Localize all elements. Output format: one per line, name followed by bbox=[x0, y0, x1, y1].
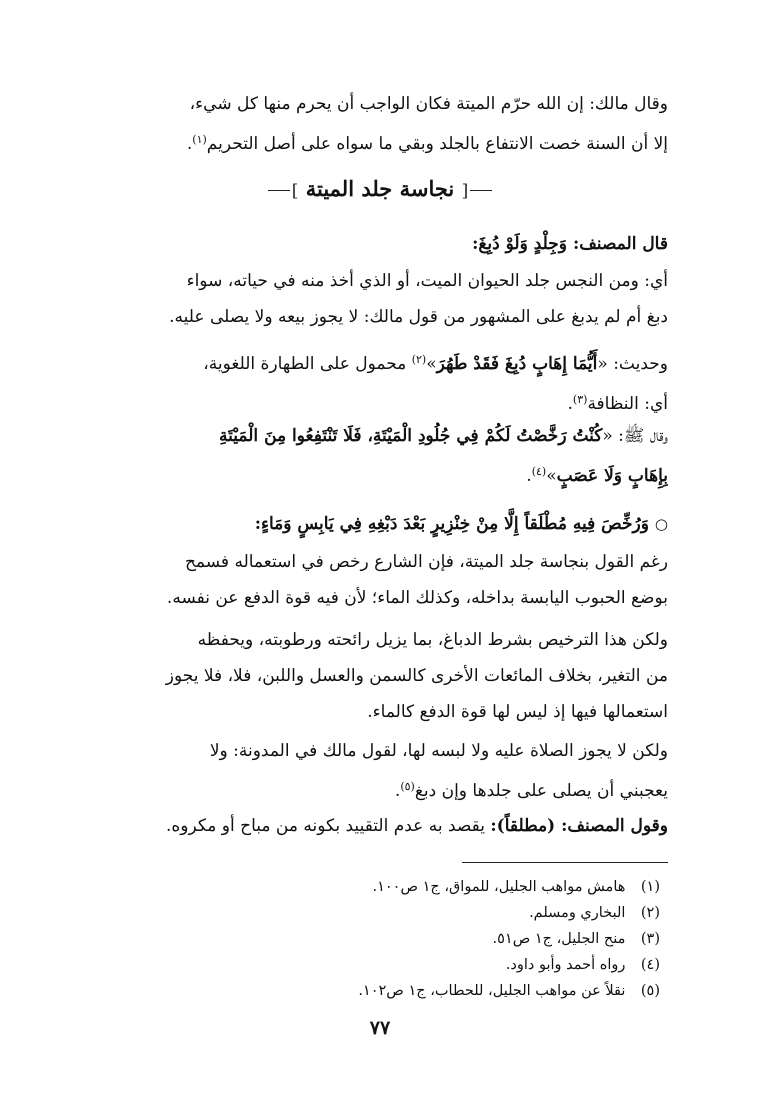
text-line: بوضع الحبوب اليابسة بداخله، وكذلك الماء؛ لأن فيه قوة الدفع عن نفسه. bbox=[166, 588, 668, 608]
text-line: وقال مالك: إن الله حرّم الميتة فكان الواجب أن يحرم منها كل شيء، bbox=[189, 94, 668, 114]
text-line: إلا أن السنة خصت الانتفاع بالجلد وبقي ما سواه على أصل التحريم$^{(١)}$. bbox=[186, 133, 668, 154]
ornament-line bbox=[268, 190, 290, 191]
hadith-quote: أَيُّمَا إِهَابٍ دُبِغَ فَقَدْ طَهُرَ bbox=[436, 354, 598, 374]
author-label: وقول المصنف: (مطلقاً): bbox=[490, 816, 668, 836]
footnote-divider bbox=[462, 862, 668, 863]
footnote-ref[interactable]: (٥) bbox=[400, 780, 415, 793]
text-line: ولكن لا يجوز الصلاة عليه ولا لبسه لها، لقول مالك في المدونة: ولا bbox=[209, 741, 668, 761]
text-line: وقول المصنف: (مطلقاً): يقصد به عدم التقييد بكونه من مباح أو مكروه. bbox=[165, 816, 668, 836]
text-line bbox=[92, 506, 668, 542]
author-quote: وَرُخِّصَ فِيهِ مُطْلَقاً إِلَّا مِنْ خِنْزِيرٍ بَعْدَ دَبْغِهِ فِي يَابِسٍ وَمَاءٍ: bbox=[254, 514, 649, 534]
circle-bullet-icon: ○ bbox=[654, 515, 668, 533]
text-line: رغم القول بنجاسة جلد الميتة، فإن الشارع رخص في استعماله فسمح bbox=[184, 552, 668, 572]
author-label: قال المصنف: bbox=[572, 234, 668, 254]
paragraph-permission bbox=[92, 544, 668, 616]
text-line bbox=[92, 226, 668, 262]
ornament-bracket-left: ] bbox=[291, 181, 299, 201]
text-line: استعمالها فيها إذ ليس لها قوة الدفع كالماء. bbox=[367, 702, 668, 722]
paragraph-hadith-1 bbox=[92, 342, 668, 422]
footnote-item: (٤) رواه أحمد وأبو داود. bbox=[505, 957, 660, 973]
author-text-1 bbox=[92, 226, 668, 262]
ornament-line bbox=[470, 190, 492, 191]
author-text-2 bbox=[92, 506, 668, 542]
heading-title: نجاسة جلد الميتة bbox=[305, 176, 455, 201]
footnote-ref[interactable]: (١) bbox=[192, 133, 207, 146]
paragraph-prayer bbox=[92, 733, 668, 809]
text-line: يعجبني أن يصلى على جلدها وإن دبغ$^{(٥)}$. bbox=[394, 780, 668, 801]
paragraph-explanation bbox=[92, 263, 668, 335]
text-line: بِإِهَابٍ وَلَا عَصَبٍ»$^{(٤)}$. bbox=[526, 465, 668, 486]
footnote-item: (٣) منح الجليل، ج١ ص٥١. bbox=[492, 931, 660, 947]
text-line: أي: النظافة$^{(٣)}$. bbox=[567, 393, 668, 414]
author-quote: وَجِلْدٍ وَلَوْ دُبِغَ: bbox=[472, 234, 568, 254]
paragraph-mutlaqan bbox=[92, 808, 668, 844]
footnote-ref[interactable]: (٣) bbox=[572, 393, 588, 406]
hadith-quote: كُنْتُ رَخَّصْتُ لَكُمْ فِي جُلُودِ الْمَيْتَةِ، فَلَا تَنْتَفِعُوا مِنَ الْمَيْتَةِ bbox=[219, 426, 603, 446]
section-heading bbox=[0, 176, 760, 201]
text-line: وقال ﷺ: «كُنْتُ رَخَّصْتُ لَكُمْ فِي جُلُودِ الْمَيْتَةِ، فَلَا تَنْتَفِعُوا مِنَ الْمَيْتَةِ bbox=[219, 426, 668, 446]
page-number: ٧٧ bbox=[369, 1017, 391, 1039]
hadith-quote: بِإِهَابٍ وَلَا عَصَبٍ bbox=[556, 466, 668, 486]
text-line: أي: ومن النجس جلد الحيوان الميت، أو الذي أخذ منه في حياته، سواء bbox=[186, 271, 668, 291]
footnote-item: (١) هامش مواهب الجليل، للمواق، ج١ ص١٠٠. bbox=[372, 879, 660, 895]
footnote-item: (٥) نقلاً عن مواهب الجليل، للحطاب، ج١ ص١٠٢. bbox=[358, 983, 660, 999]
ornament-bracket-right: [ bbox=[461, 181, 469, 201]
text-line: من التغير، بخلاف المائعات الأخرى كالسمن والعسل واللبن، فلا، فلا يجوز bbox=[165, 666, 668, 686]
text-line: وحديث: «أَيُّمَا إِهَابٍ دُبِغَ فَقَدْ طَهُرَ»$^{(٢)}$ محمول على الطهارة اللغوية، bbox=[203, 353, 668, 374]
paragraph-malik-quote bbox=[92, 86, 668, 162]
paragraph-condition bbox=[92, 622, 668, 730]
footnote-ref[interactable]: (٤) bbox=[531, 465, 547, 478]
text-line: ولكن هذا الترخيص بشرط الدباغ، بما يزيل رائحته ورطوبته، ويحفظه bbox=[197, 630, 668, 650]
footnote-item: (٢) البخاري ومسلم. bbox=[529, 905, 660, 921]
paragraph-hadith-2 bbox=[92, 418, 668, 494]
text-line: دبغ أم لم يدبغ على المشهور من قول مالك: لا يجوز بيعه ولا يصلى عليه. bbox=[169, 307, 668, 327]
footnote-ref[interactable]: (٢) bbox=[411, 353, 427, 366]
